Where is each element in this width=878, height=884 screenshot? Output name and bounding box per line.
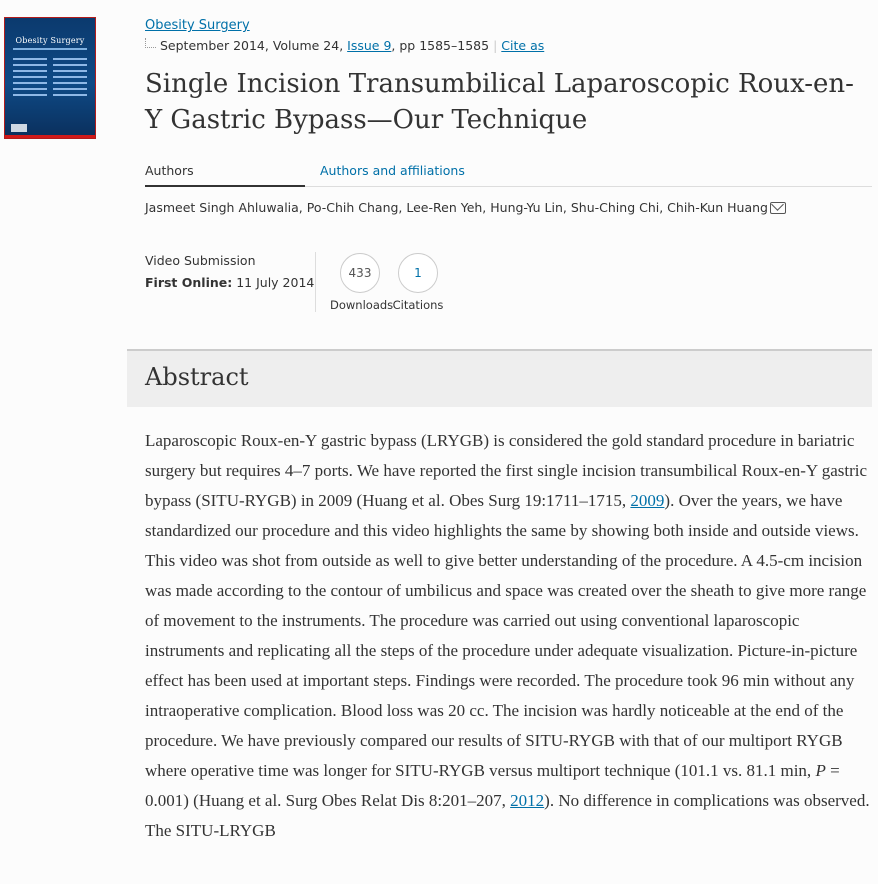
cover-title: Obesity Surgery xyxy=(15,36,85,45)
cover-text-column xyxy=(13,58,47,118)
p-value-symbol: P xyxy=(815,761,826,780)
metrics-divider xyxy=(315,252,316,312)
cover-text-column xyxy=(53,58,87,118)
author-list xyxy=(145,200,786,215)
abstract-segment: ). No difference in complications was observed. The SITU-LRYGB xyxy=(145,791,870,840)
abstract-segment: = 0.001) (Huang et al. Surg Obes Relat Dis 8:201–207, xyxy=(145,761,840,810)
meta-separator: | xyxy=(493,38,498,53)
issue-link[interactable]: Issue 9 xyxy=(347,38,392,53)
cover-stripe xyxy=(13,48,87,50)
citations-count[interactable]: 1 xyxy=(398,253,438,293)
reference-link-2012[interactable]: 2012 xyxy=(510,791,545,810)
abstract-text xyxy=(145,426,878,846)
article-type: Video Submission xyxy=(145,253,256,268)
reference-link-2009[interactable]: 2009 xyxy=(630,491,665,510)
author-names: Jasmeet Singh Ahluwalia, Po-Chih Chang, Lee-Ren Yeh, Hung-Yu Lin, Shu-Ching Chi, Chih-Kun Huang xyxy=(145,200,768,215)
publisher-logo xyxy=(11,124,27,132)
downloads-label: Downloads xyxy=(330,298,394,312)
first-online-date: 11 July 2014 xyxy=(232,275,315,290)
first-online xyxy=(145,275,314,290)
journal-link[interactable]: Obesity Surgery xyxy=(145,18,250,33)
downloads-metric xyxy=(330,253,394,312)
issue-meta xyxy=(145,38,544,53)
cover-red-bar xyxy=(5,135,95,138)
article-title: Single Incision Transumbilical Laparoscopic Roux-en-Y Gastric Bypass—Our Technique xyxy=(145,69,854,135)
abstract-heading: Abstract xyxy=(145,363,249,391)
abstract-header xyxy=(127,349,872,407)
cite-as-link[interactable]: Cite as xyxy=(501,38,545,53)
tab-authors-affiliations[interactable]: Authors and affiliations xyxy=(320,163,465,178)
page-range: , pp 1585–1585 xyxy=(391,38,490,53)
abstract-segment: ). Over the years, we have standardized our procedure and this video highlights the same by showing both inside and outside views. This video was shot from outside as well to give better understanding of the procedure. A 4.5-cm incision was made according to the contour of umbilicus and space was created over the sheath to give more range of movement to the instruments. The procedure was carried out using conventional laparoscopic instruments and replicating all the steps of the procedure under adequate visualization. Picture-in-picture effect has been used at important steps. Findings were recorded. The procedure took 96 min without any intraoperative complication. Blood loss was 20 cc. The incision was hardly noticeable at the end of the procedure. We have previously compared our results of SITU-RYGB with that of our multiport RYGB where operative time was longer for SITU-RYGB versus multiport technique (101.1 vs. 81.1 min, xyxy=(145,491,867,780)
first-online-label: First Online: xyxy=(145,275,233,290)
abstract-segment: Laparoscopic Roux-en-Y gastric bypass (LRYGB) is considered the gold standard procedure in bariatric surgery but requires 4–7 ports. We have reported the first single incision transumbilical Roux-en-Y gastric bypass (SITU-RYGB) in 2009 (Huang et al. Obes Surg 19:1711–1715, xyxy=(145,431,868,510)
citations-label: Citations xyxy=(392,298,444,312)
author-tabs xyxy=(145,162,872,187)
downloads-count: 433 xyxy=(340,253,380,293)
journal-cover-image[interactable] xyxy=(4,17,96,139)
tab-authors[interactable]: Authors xyxy=(145,162,305,187)
tree-connector-icon xyxy=(145,38,156,48)
date-volume: September 2014, Volume 24, xyxy=(160,38,348,53)
citations-metric[interactable] xyxy=(388,253,448,312)
email-icon[interactable] xyxy=(770,202,786,214)
